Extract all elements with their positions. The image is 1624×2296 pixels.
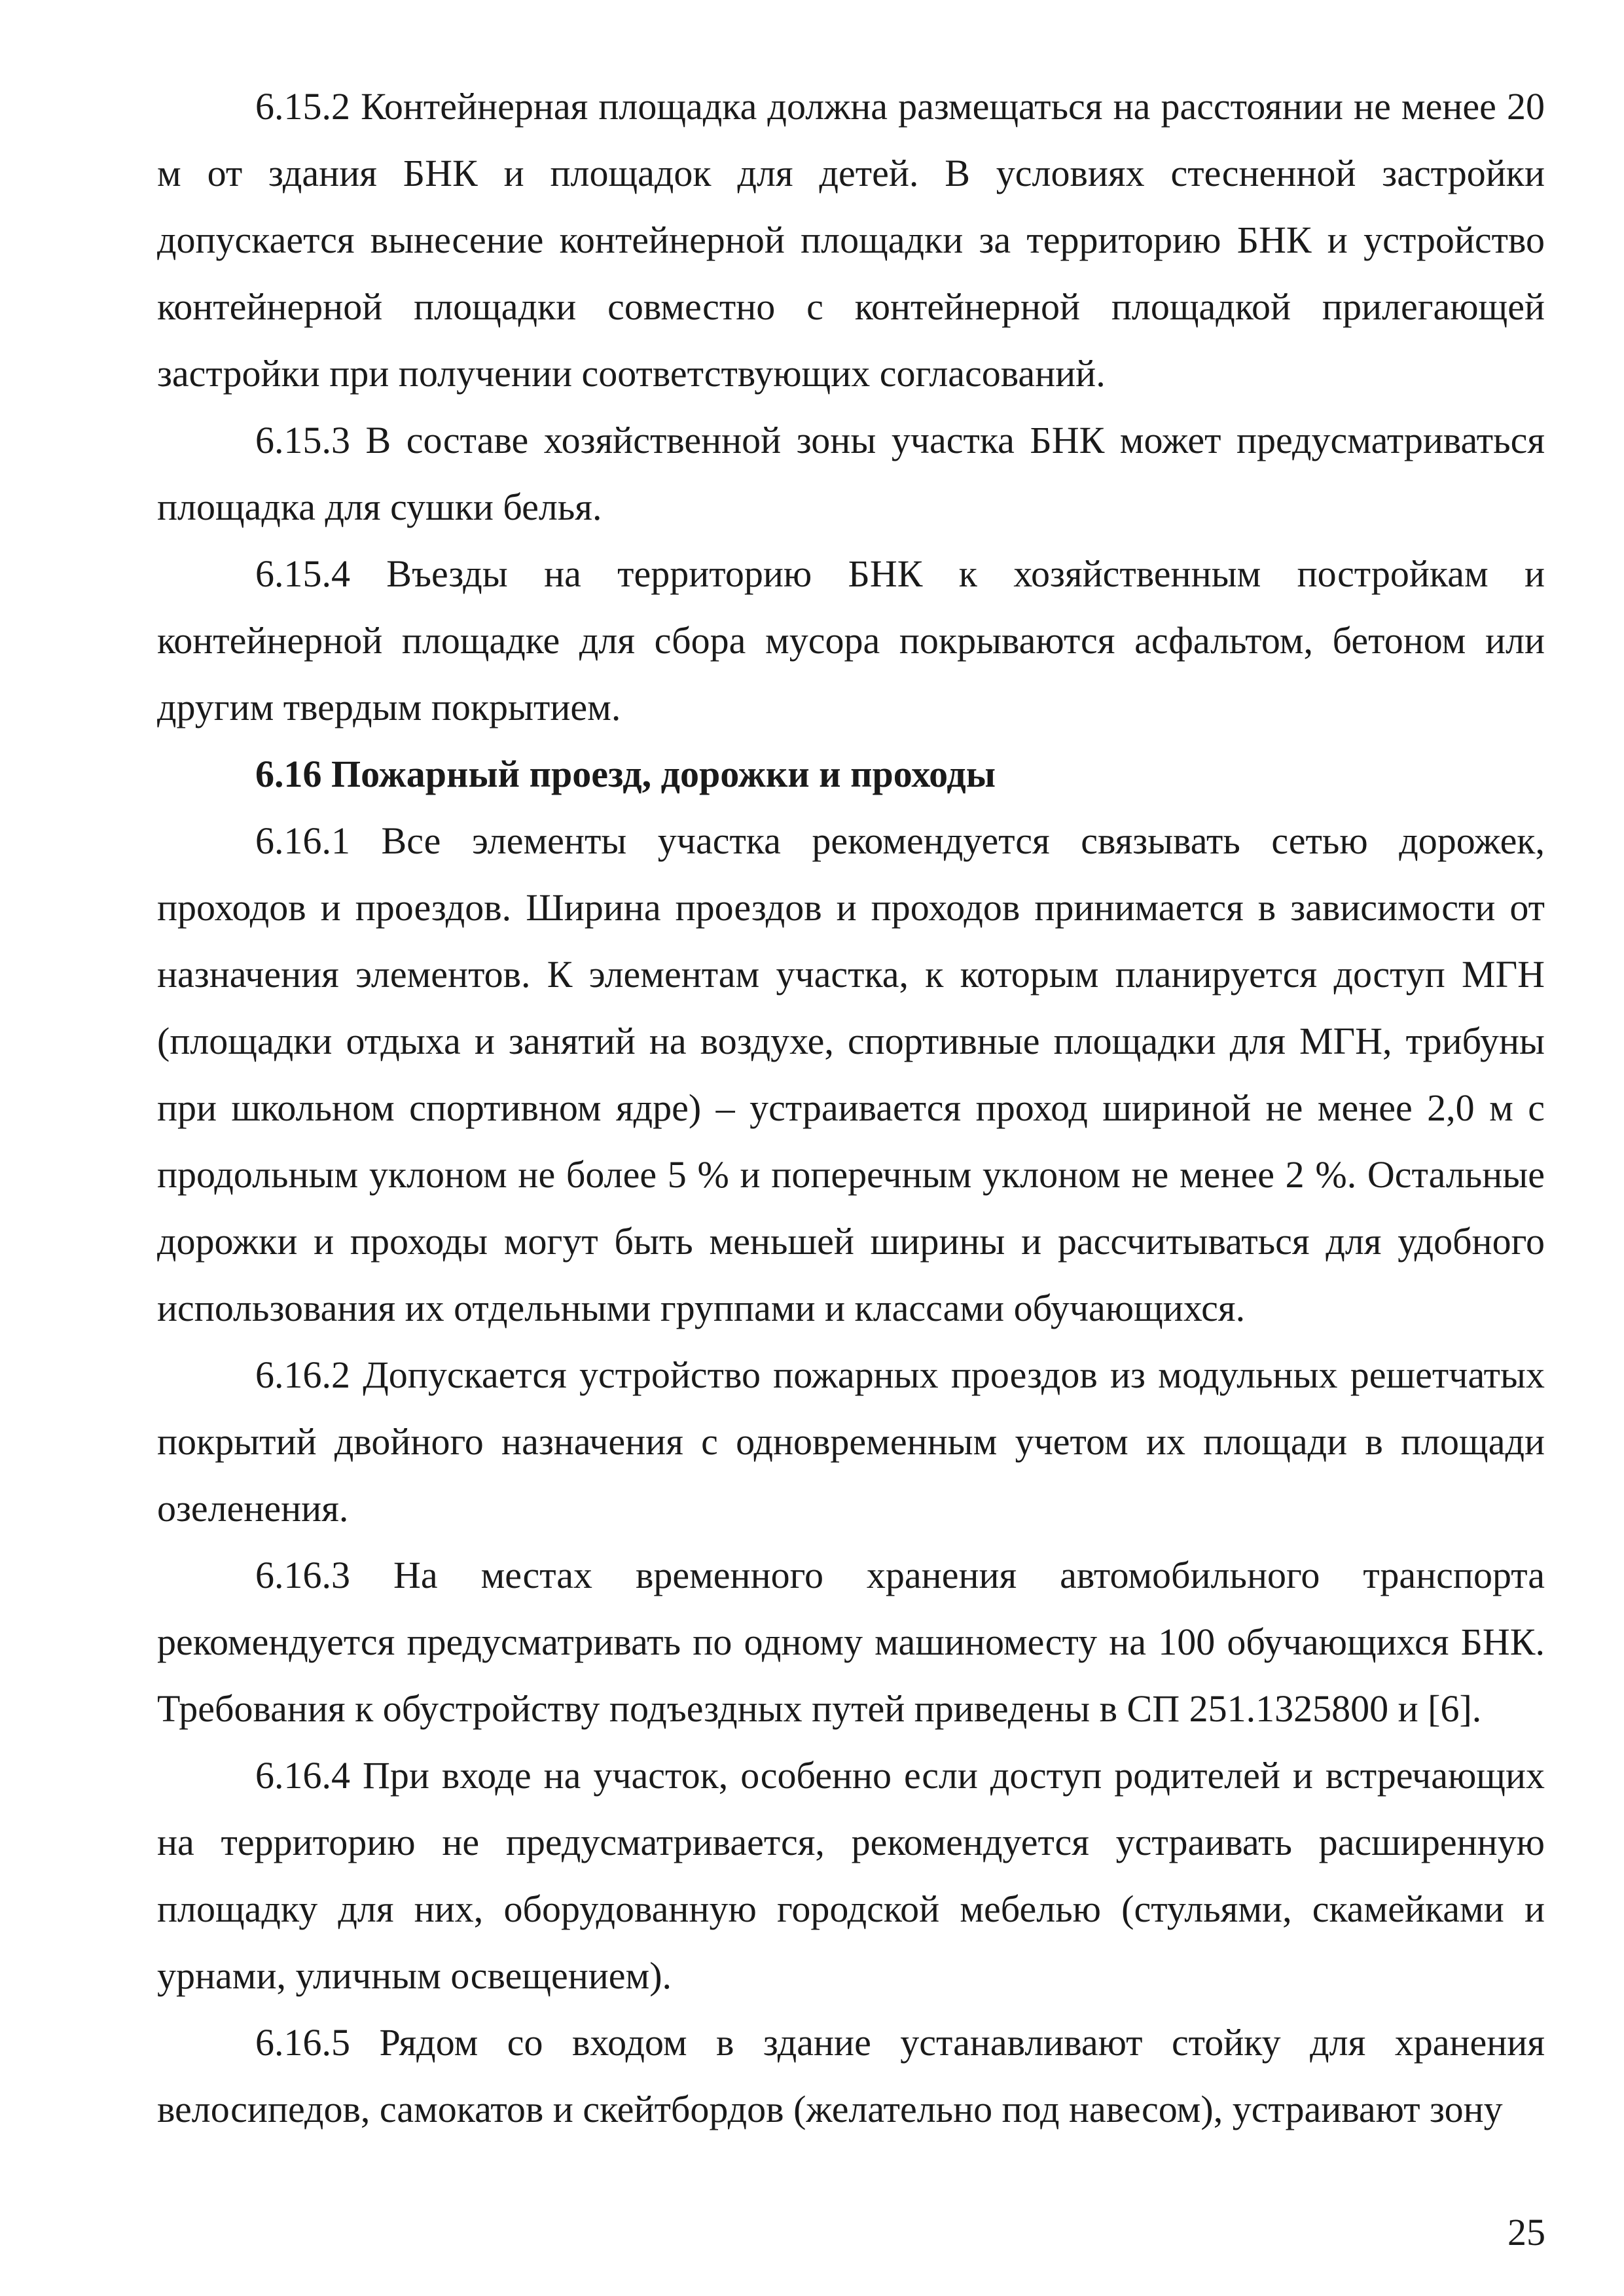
paragraph-6-15-2: 6.15.2 Контейнерная площадка должна размещаться на расстоянии не менее 20 м от здания БНК и площадок для детей. В условиях стесненной застройки допускается вынесение контейнерной площадки за территорию БНК и устройство контейнерной площадки совместно с контейнерной площадкой прилегающей застройки при получении соответствующих согласований. [157, 85, 1545, 395]
paragraph-6-16-4: 6.16.4 При входе на участок, особенно если доступ родителей и встречающих на территорию не предусматривается, рекомендуется устраивать расширенную площадку для них, оборудованную городской мебелью (стульями, скамейками и урнами, уличным освещением). [157, 1754, 1545, 1997]
paragraph-6-16-3: 6.16.3 На местах временного хранения автомобильного транспорта рекомендуется предусматривать по одному машиноместу на 100 обучающихся БНК. Требования к обустройству подъездных путей приведены в СП 251.1325800 и [6]. [157, 1554, 1545, 1730]
page-number: 25 [1507, 2211, 1545, 2253]
paragraph-6-16-2: 6.16.2 Допускается устройство пожарных проездов из модульных решетчатых покрытий двойного назначения с одновременным учетом их площади в площади озеленения. [157, 1354, 1545, 1530]
paragraph-6-15-4: 6.15.4 Въезды на территорию БНК к хозяйственным постройкам и контейнерной площадке для сбора мусора покрываются асфальтом, бетоном или другим твердым покрытием. [157, 552, 1545, 728]
section-heading-6-16: 6.16 Пожарный проезд, дорожки и проходы [255, 753, 996, 795]
paragraph-6-16-5: 6.16.5 Рядом со входом в здание устанавливают стойку для хранения велосипедов, самокатов и скейтбордов (желательно под навесом), устраивают зону [157, 2021, 1545, 2130]
paragraph-6-15-3: 6.15.3 В составе хозяйственной зоны участка БНК может предусматриваться площадка для сушки белья. [157, 419, 1545, 528]
paragraph-6-16-1: 6.16.1 Все элементы участка рекомендуется связывать сетью дорожек, проходов и проездов. Ширина проездов и проходов принимается в зависимости от назначения элементов. К элементам участка, к которым планируется доступ МГН (площадки отдыха и занятий на воздухе, спортивные площадки для МГН, трибуны при школьном спортивном ядре) – устраивается проход шириной не менее 2,0 м с продольным уклоном не более 5 % и поперечным уклоном не менее 2 %. Остальные дорожки и проходы могут быть меньшей ширины и рассчитываться для удобного использования их отдельными группами и классами обучающихся. [157, 819, 1545, 1329]
document-page [157, 73, 1545, 2143]
